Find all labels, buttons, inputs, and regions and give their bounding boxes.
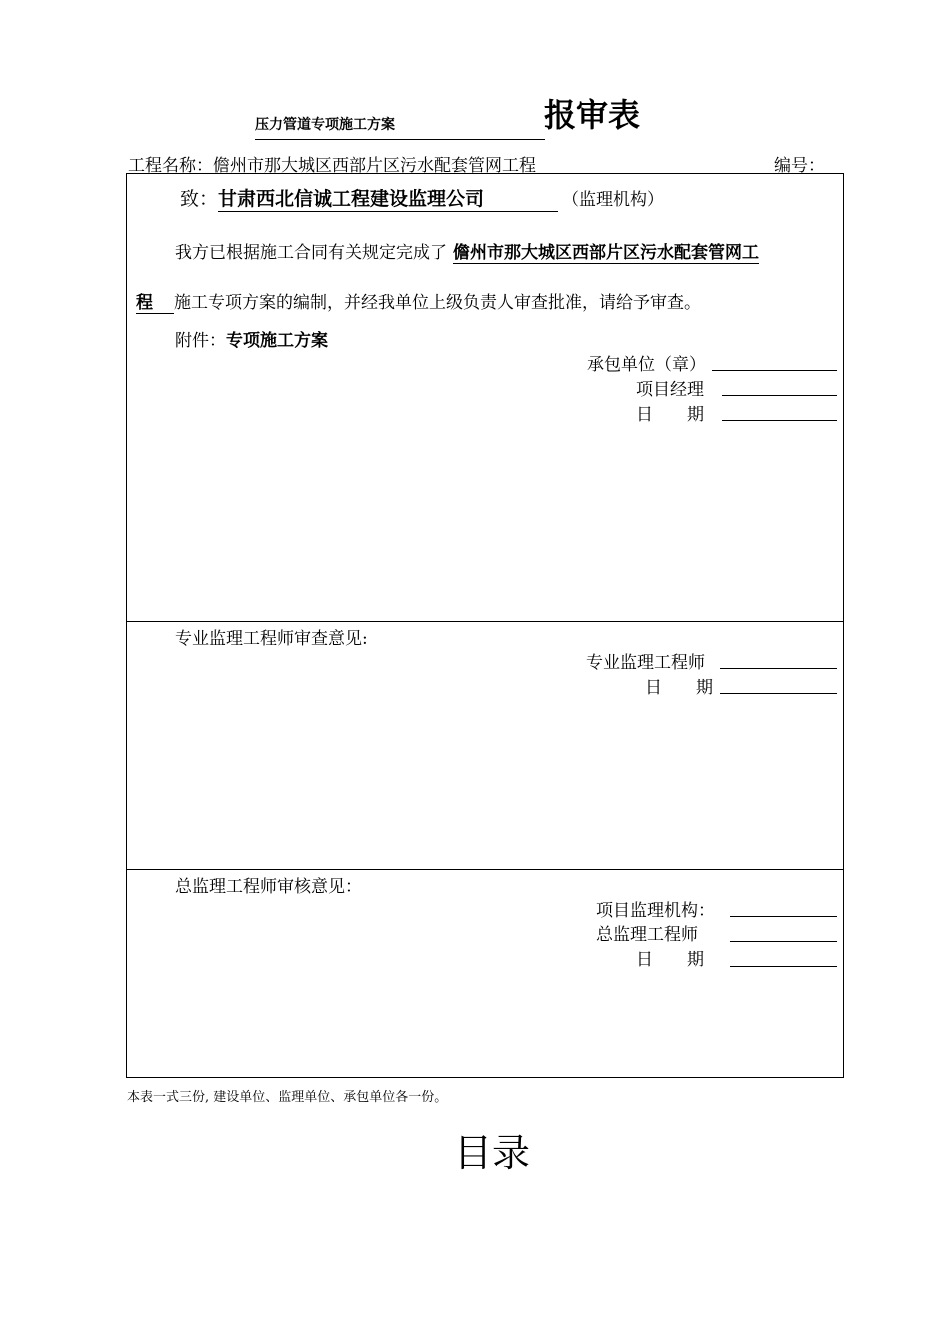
body-project-part1: 儋州市那大城区西部片区污水配套管网工: [453, 238, 759, 264]
supervisor-company: 甘肃西北信诚工程建设监理公司: [218, 184, 558, 212]
to-label: 致：: [180, 188, 219, 210]
plan-name-underline: [255, 139, 545, 140]
org-signature-line: [730, 916, 837, 917]
form-title: 报审表: [544, 96, 641, 134]
copies-note: 本表一式三份, 建设单位、监理单位、承包单位各一份。: [127, 1090, 448, 1105]
manager-label: 项目经理: [636, 380, 704, 400]
section-divider: [127, 869, 843, 870]
body-prefix: 我方已根据施工合同有关规定完成了: [175, 243, 447, 263]
contractor-signature-line: [712, 370, 837, 371]
engineer-label: 专业监理工程师: [586, 653, 705, 673]
code-label: 编号：: [774, 156, 825, 176]
toc-title: 目录: [454, 1131, 531, 1175]
engineer-opinion-label: 专业监理工程师审查意见:: [175, 629, 368, 649]
engineer-signature-line: [720, 668, 837, 669]
org-label: 项目监理机构：: [596, 901, 715, 921]
chief-signature-line: [730, 941, 837, 942]
body-line-2: [136, 288, 701, 314]
attachment-row: [175, 326, 328, 351]
date-label: 日 期: [636, 405, 704, 425]
manager-signature-line: [722, 395, 837, 396]
contractor-label: 承包单位（章）: [587, 355, 706, 375]
date-line: [730, 966, 837, 967]
body-suffix: 施工专项方案的编制，并经我单位上级负责人审查批准，请给予审查。: [174, 293, 701, 313]
project-label: 工程名称：: [128, 156, 213, 176]
attachment-value: 专项施工方案: [226, 331, 328, 351]
date-line: [720, 693, 837, 694]
body-project-part2: 程: [136, 288, 174, 314]
date-label: 日 期: [636, 950, 704, 970]
project-name: 儋州市那大城区西部片区污水配套管网工程: [213, 156, 536, 176]
attachment-label: 附件：: [175, 331, 226, 351]
body-line-1: [175, 238, 759, 264]
plan-name: 压力管道专项施工方案: [255, 117, 395, 133]
date-line: [722, 420, 837, 421]
date-label: 日 期: [645, 678, 713, 698]
supervisor-suffix: （监理机构）: [562, 190, 665, 210]
chief-opinion-label: 总监理工程师审核意见：: [175, 877, 362, 897]
recipient-row: [180, 184, 664, 212]
section-divider: [127, 621, 843, 622]
chief-label: 总监理工程师: [596, 925, 698, 945]
